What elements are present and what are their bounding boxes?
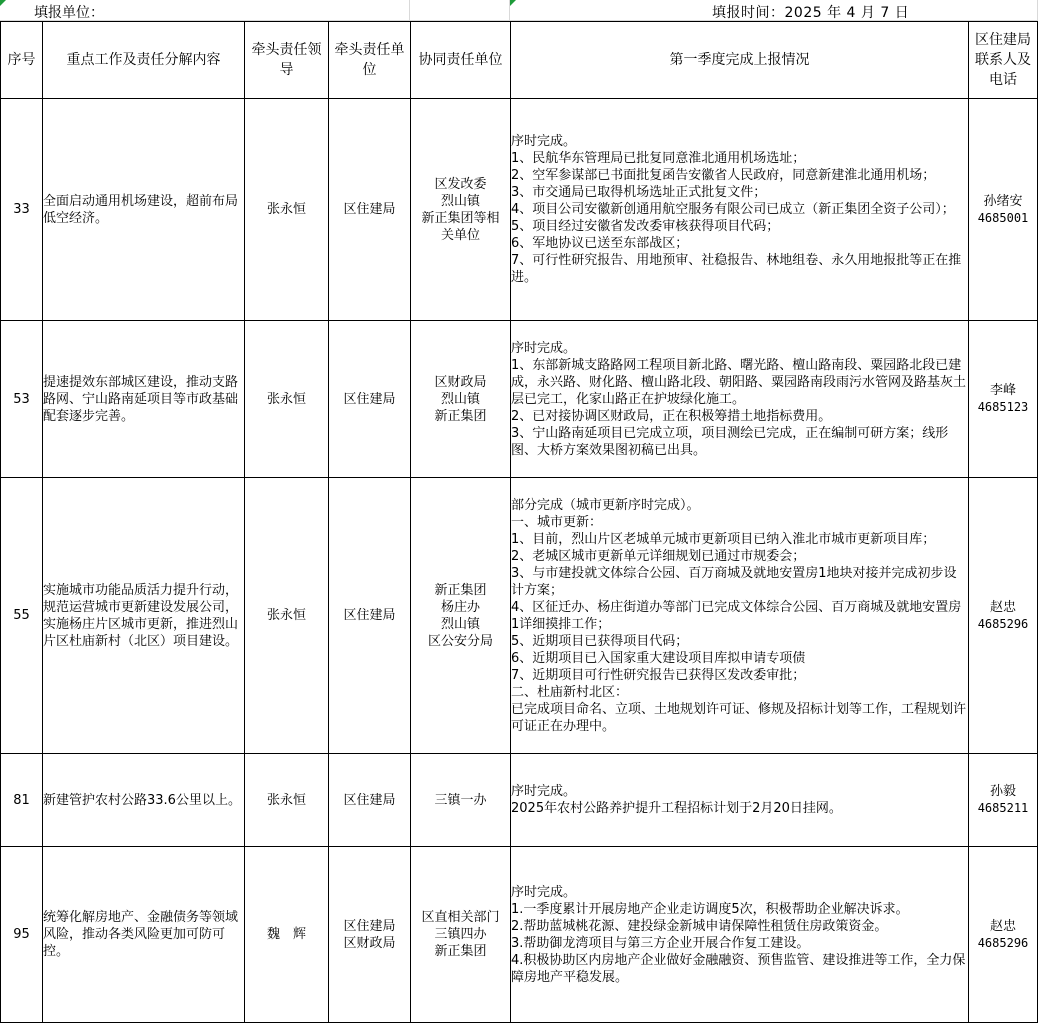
cell-q1-detail[interactable]: 序时完成。 1、民航华东管理局已批复同意淮北通用机场选址； 2、空军参谋部已书面批复函告安徽省人民政府，同意新建淮北通用机场； 3、市交通局已取得机场选址正式批复文件； 4、项目公司安徽新创通用航空服务有限公司已成立（新正集团全资子公司）； 5、项目经过安徽省发改委审核获得项目代码； 6、军地协议已送至东部战区； 7、可行性研究报告、用地预审、社稳报告、林地组卷、永久用地报批等正在推进。 [511, 99, 969, 321]
cell-task[interactable]: 全面启动通用机场建设，超前布局低空经济。 [43, 99, 245, 321]
cell-contact[interactable]: 李峰 4685123 [969, 321, 1038, 478]
cell-lead-unit[interactable]: 区住建局 [329, 478, 411, 754]
cell-q1-detail[interactable]: 序时完成。 1、东部新城支路路网工程项目新北路、曙光路、檀山路南段、粟园路北段已建成，永兴路、财化路、檀山路北段、朝阳路、粟园路南段雨污水管网及路基灰土层已完工，化家山路正在护坡绿化施工。 2、已对接协调区财政局，正在积极筹措土地指标费用。 3、宁山路南延项目已完成立项，项目测绘已完成，正在编制可研方案；线形图、大桥方案效果图初稿已出具。 [511, 321, 969, 478]
column-header-row [1, 22, 1038, 99]
col-header-co-unit[interactable]: 协同责任单位 [411, 22, 511, 99]
cell-seq[interactable]: 95 [1, 847, 43, 1023]
cell-contact[interactable]: 赵忠 4685296 [969, 478, 1038, 754]
reporting-date-label: 填报时间：2025 年 4 月 7 日 [712, 5, 910, 21]
cell-task[interactable]: 实施城市功能品质活力提升行动，规范运营城市更新建设发展公司，实施杨庄片区城市更新，推进烈山片区杜庙新村（北区）项目建设。 [43, 478, 245, 754]
cell-co-unit[interactable]: 新正集团 杨庄办 烈山镇 区公安分局 [411, 478, 511, 754]
cell-task[interactable]: 统筹化解房地产、金融债务等领域风险，推动各类风险更加可防可控。 [43, 847, 245, 1023]
comment-marker-icon [0, 0, 6, 6]
table-row [1, 847, 1038, 1023]
cell-co-unit[interactable]: 区财政局 烈山镇 新正集团 [411, 321, 511, 478]
cell-task[interactable]: 新建管护农村公路33.6公里以上。 [43, 754, 245, 847]
cell-co-unit[interactable]: 区直相关部门 三镇四办 新正集团 [411, 847, 511, 1023]
cell-lead-unit[interactable]: 区住建局 区财政局 [329, 847, 411, 1023]
cell-leader[interactable]: 张永恒 [245, 321, 329, 478]
cell-seq[interactable]: 55 [1, 478, 43, 754]
cell-contact[interactable]: 赵忠 4685296 [969, 847, 1038, 1023]
cell-contact[interactable]: 孙绪安 4685001 [969, 99, 1038, 321]
cell-co-unit[interactable]: 区发改委 烈山镇 新正集团等相 关单位 [411, 99, 511, 321]
header-bar [0, 0, 1038, 22]
cell-seq[interactable]: 53 [1, 321, 43, 478]
cell-seq[interactable]: 33 [1, 99, 43, 321]
cell-contact[interactable]: 孙毅 4685211 [969, 754, 1038, 847]
col-header-task[interactable]: 重点工作及责任分解内容 [43, 22, 245, 99]
cell-leader[interactable]: 魏 辉 [245, 847, 329, 1023]
cell-task[interactable]: 提速提效东部城区建设，推动支路路网、宁山路南延项目等市政基础配套逐步完善。 [43, 321, 245, 478]
cell-q1-detail[interactable]: 部分完成（城市更新序时完成）。 一、城市更新： 1、目前，烈山片区老城单元城市更新项目已纳入淮北市城市更新项目库； 2、老城区城市更新单元详细规划已通过市规委会； 3、与市建投就文体综合公园、百万商城及就地安置房1地块对接并完成初步设计方案； 4、区征迁办、杨庄街道办等部门已完成文体综合公园、百万商城及就地安置房1详细摸排工作； 5、近期项目已获得项目代码； 6、近期项目已入国家重大建设项目库拟申请专项债 7、近期项目可行性研究报告已获得区发改委审批； 二、杜庙新村北区： 已完成项目命名、立项、土地规划许可证、修规及招标计划等工作，工程规划许可证正在办理中。 [511, 478, 969, 754]
cell-lead-unit[interactable]: 区住建局 [329, 754, 411, 847]
header-cell-gap[interactable] [410, 0, 510, 21]
comment-marker-icon [510, 0, 516, 6]
reporting-unit-label: 填报单位： [34, 5, 104, 21]
col-header-seq[interactable]: 序号 [1, 22, 43, 99]
cell-lead-unit[interactable]: 区住建局 [329, 99, 411, 321]
table-row [1, 99, 1038, 321]
table-row [1, 478, 1038, 754]
col-header-contact[interactable]: 区住建局联系人及电话 [969, 22, 1038, 99]
cell-co-unit[interactable]: 三镇一办 [411, 754, 511, 847]
report-table [0, 21, 1038, 1023]
cell-leader[interactable]: 张永恒 [245, 754, 329, 847]
cell-q1-detail[interactable]: 序时完成。 2025年农村公路养护提升工程招标计划于2月20日挂网。 [511, 754, 969, 847]
table-row [1, 754, 1038, 847]
cell-leader[interactable]: 张永恒 [245, 99, 329, 321]
cell-lead-unit[interactable]: 区住建局 [329, 321, 411, 478]
cell-leader[interactable]: 张永恒 [245, 478, 329, 754]
col-header-lead-unit[interactable]: 牵头责任单位 [329, 22, 411, 99]
table-row [1, 321, 1038, 478]
col-header-q1[interactable]: 第一季度完成上报情况 [511, 22, 969, 99]
col-header-leader[interactable]: 牵头责任领导 [245, 22, 329, 99]
cell-seq[interactable]: 81 [1, 754, 43, 847]
cell-q1-detail[interactable]: 序时完成。 1.一季度累计开展房地产企业走访调度5次，积极帮助企业解决诉求。 2.帮助蓝城桃花源、建投绿金新城申请保障性租赁住房政策资金。 3.帮助御龙湾项目与第三方企业开展合作复工建设。 4.积极协助区内房地产企业做好金融融资、预售监管、建设推进等工作，全力保障房地产平稳发展。 [511, 847, 969, 1023]
